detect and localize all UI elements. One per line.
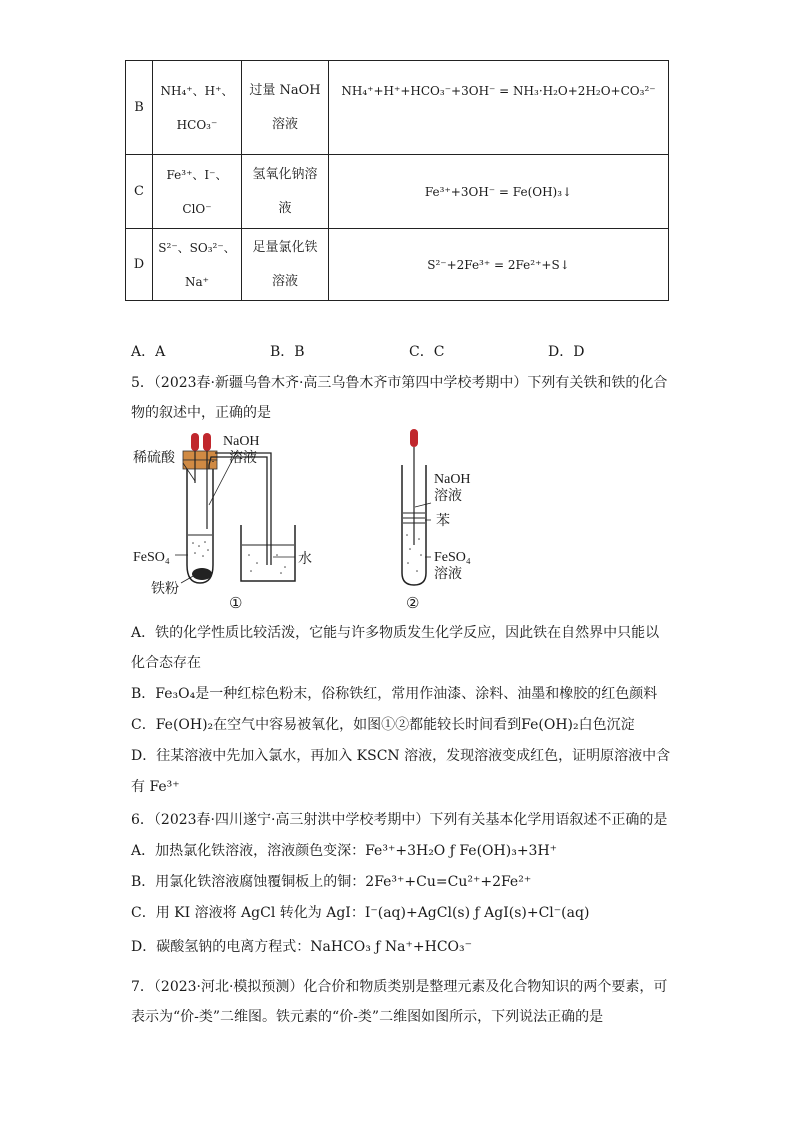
dropper-bulb: [203, 433, 211, 451]
q5-option-d-line1[interactable]: D．往某溶液中先加入氯水，再加入 KSCN 溶液，发现溶液变成红色，证明原溶液中含: [131, 748, 671, 764]
equation-cell: S²⁻+2Fe³⁺ = 2Fe²⁺+S↓: [329, 229, 669, 301]
label-benzene: 苯: [436, 514, 450, 529]
equation-cell: Fe³⁺+3OH⁻ = Fe(OH)₃↓: [329, 155, 669, 229]
reagent-line2: 液: [278, 200, 292, 216]
q6-option-d[interactable]: D．碳酸氢钠的电离方程式：NaHCO₃ ƒ Na⁺+HCO₃⁻: [131, 939, 473, 955]
label-naoh-1-solution: 溶液: [229, 451, 257, 466]
ions-line1: S²⁻、SO₃²⁻、: [158, 240, 236, 255]
q4-option-b[interactable]: B．B: [270, 344, 305, 360]
stopper: [183, 451, 217, 460]
reagent-line2: 溶液: [271, 116, 298, 132]
beaker: [241, 525, 295, 581]
row-label: D: [126, 229, 153, 301]
q5-stem-line2: 物的叙述中，正确的是: [131, 405, 271, 421]
ions-cell: [153, 61, 242, 155]
q5-option-b[interactable]: B．Fe₃O₄是一种红棕色粉末，俗称铁红，常用作油漆、涂料、油墨和橡胶的红色颜料: [131, 686, 658, 702]
label-figure-1: ①: [229, 596, 243, 612]
row-label: B: [126, 61, 153, 155]
reagent-line1: 过量 NaOH: [249, 82, 321, 98]
ions-line1: NH₄⁺、H⁺、: [160, 83, 234, 98]
reagent-line1: 氢氧化钠溶: [252, 166, 318, 182]
dropper-bulb: [410, 429, 418, 447]
q6-stem: 6．（2023春·四川遂宁·高三射洪中学校考期中）下列有关基本化学用语叙述不正确的是: [131, 812, 668, 828]
reagent-cell: [242, 229, 329, 301]
reagent-cell: [242, 61, 329, 155]
apparatus-figure: [125, 425, 505, 615]
dropper-bulb: [191, 433, 199, 451]
label-feso4-2-solution: 溶液: [434, 567, 462, 582]
stopper: [183, 460, 217, 469]
q6-option-a[interactable]: A．加热氯化铁溶液，溶液颜色变深：Fe³⁺+3H₂O ƒ Fe(OH)₃+3H⁺: [131, 843, 558, 859]
label-naoh-1: NaOH: [223, 434, 260, 449]
q6-option-c[interactable]: C．用 KI 溶液将 AgCl 转化为 AgI：I⁻(aq)+AgCl(s) ƒ AgI(s)+Cl⁻(aq): [131, 905, 590, 921]
ions-line2: ClO⁻: [182, 201, 212, 216]
reagent-cell: [242, 155, 329, 229]
ions-line2: Na⁺: [185, 274, 209, 289]
ions-line1: Fe³⁺、I⁻、: [166, 167, 228, 182]
label-water: 水: [298, 552, 312, 567]
q7-stem-line2: 表示为“价-类”二维图。铁元素的“价-类”二维图如图所示，下列说法正确的是: [131, 1009, 604, 1025]
q4-option-d[interactable]: D．D: [548, 344, 585, 360]
label-feso4-2: FeSO₄: [434, 550, 471, 565]
q5-option-a-line2: 化合态存在: [131, 655, 201, 671]
q6-option-b[interactable]: B．用氯化铁溶液腐蚀覆铜板上的铜：2Fe³⁺+Cu=Cu²⁺+2Fe²⁺: [131, 874, 532, 890]
q4-option-c[interactable]: C．C: [409, 344, 445, 360]
q5-option-d-line2: 有 Fe³⁺: [131, 779, 180, 795]
table-row: [126, 155, 669, 229]
label-figure-2: ②: [406, 596, 420, 612]
iron-powder: [192, 568, 212, 580]
ions-cell: [153, 229, 242, 301]
equation-cell: NH₄⁺+H⁺+HCO₃⁻+3OH⁻ = NH₃·H₂O+2H₂O+CO₃²⁻: [329, 61, 669, 155]
label-iron-powder: 铁粉: [151, 582, 179, 597]
label-feso4-1: FeSO₄: [133, 550, 170, 565]
label-naoh-2: NaOH: [434, 472, 471, 487]
reagent-line2: 溶液: [271, 273, 298, 289]
reagent-line1: 足量氯化铁: [252, 239, 318, 255]
apparatus-2: [402, 429, 431, 585]
ions-line2: HCO₃⁻: [176, 117, 218, 132]
table-row: [126, 229, 669, 301]
ion-reaction-table: [125, 60, 669, 301]
q7-stem-line1: 7．（2023·河北·模拟预测）化合价和物质类别是整理元素及化合物知识的两个要素，可: [131, 979, 668, 995]
ions-cell: [153, 155, 242, 229]
label-naoh-2-solution: 溶液: [434, 489, 462, 504]
label-dilute-sulfuric-acid: 稀硫酸: [133, 451, 175, 466]
row-label: C: [126, 155, 153, 229]
table-row: [126, 61, 669, 155]
q5-stem-line1: 5．（2023春·新疆乌鲁木齐·高三乌鲁木齐市第四中学校考期中）下列有关铁和铁的化合: [131, 375, 668, 391]
q4-option-a[interactable]: A．A: [131, 344, 166, 360]
q5-option-a-line1[interactable]: A．铁的化学性质比较活泼，它能与许多物质发生化学反应，因此铁在自然界中只能以: [131, 625, 660, 641]
q5-option-c[interactable]: C．Fe(OH)₂在空气中容易被氧化，如图①②都能较长时间看到Fe(OH)₂白色沉淀: [131, 717, 635, 733]
